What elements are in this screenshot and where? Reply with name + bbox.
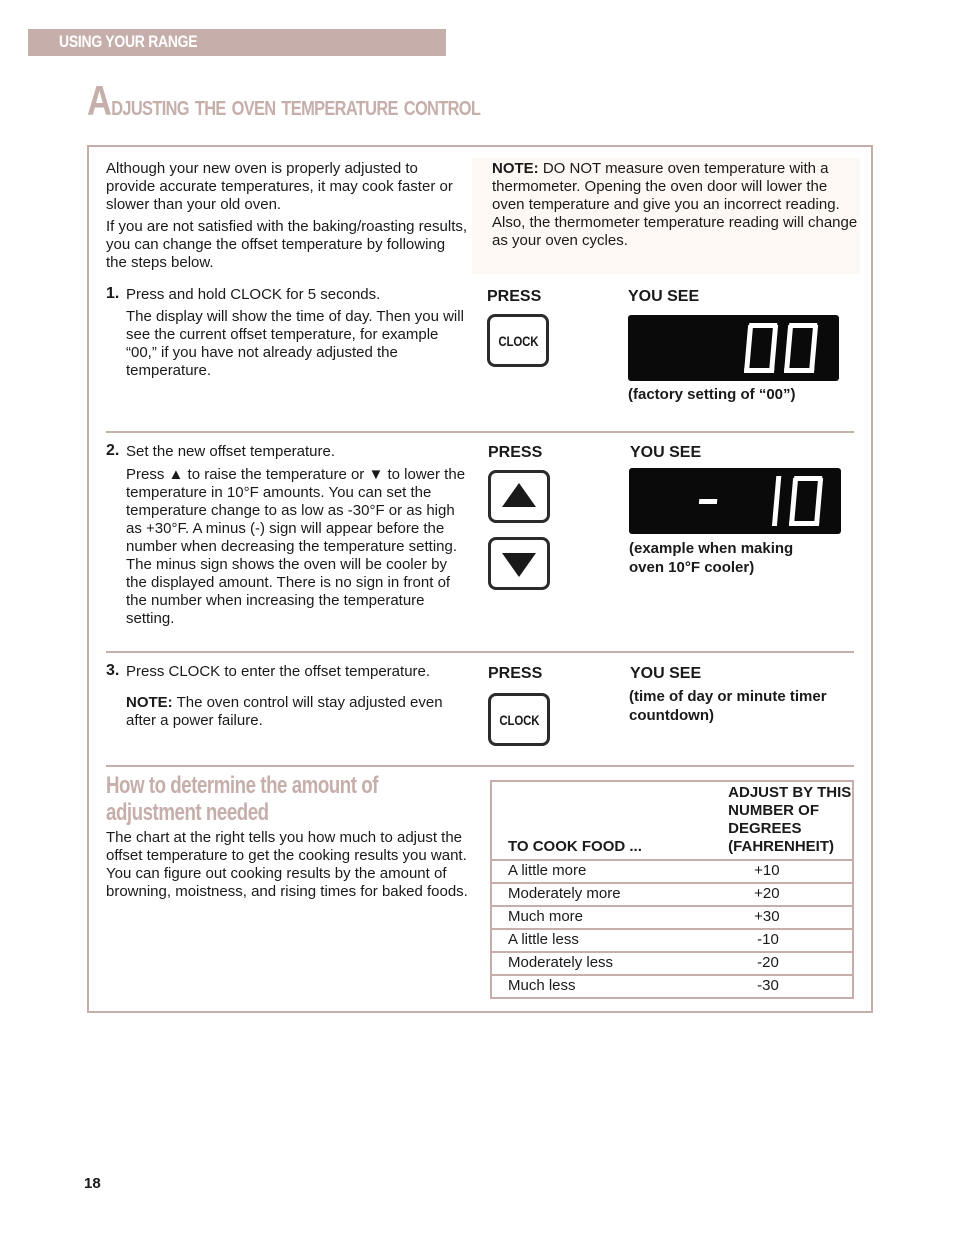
- adjustment-body: The chart at the right tells you how much to adjust the offset temperature to get the cooking results you want. You can figure out cooking results by the amount of browning, moistness, and rising times for baked foods.: [106, 829, 468, 900]
- clock-button[interactable]: [488, 693, 550, 746]
- step-2-body-pre: Press: [126, 466, 169, 483]
- up-arrow-icon: ▲: [168, 466, 184, 483]
- clock-button[interactable]: [487, 314, 549, 367]
- step-2-lead: Set the new offset temperature.: [126, 443, 336, 460]
- table-cell-degrees: -10: [728, 929, 853, 952]
- step-3-note-label: NOTE:: [126, 694, 173, 711]
- note-label: NOTE:: [492, 160, 539, 177]
- table-row: [491, 860, 853, 883]
- step-3-lead: Press CLOCK to enter the offset temperature.: [126, 663, 431, 680]
- down-triangle-icon: [502, 553, 536, 577]
- step-2-body: [126, 466, 471, 628]
- display-panel-offset-minus-10: [629, 468, 841, 534]
- step-1-number: 1.: [106, 285, 120, 302]
- table-cell-degrees: +30: [728, 906, 853, 929]
- table-cell-food: Much less: [491, 975, 728, 998]
- adjustment-heading-line-1: How to determine the amount of: [106, 772, 378, 799]
- table-row: [491, 906, 853, 929]
- table-header-cook-food: TO COOK FOOD ...: [508, 838, 642, 855]
- table-row: [491, 929, 853, 952]
- display-panel-offset-00: [628, 315, 839, 381]
- step-3-press-heading: PRESS: [488, 665, 543, 682]
- table-row: [491, 975, 853, 998]
- down-arrow-icon: ▼: [368, 466, 384, 483]
- table-cell-degrees: +20: [728, 883, 853, 906]
- step-3-display-caption: (time of day or minute timer countdown): [629, 688, 827, 724]
- note-box: [472, 158, 860, 274]
- step-3-note-text: The oven control will stay adjusted even after a power failure.: [126, 694, 443, 729]
- step-2-you-see-heading: YOU SEE: [630, 444, 702, 461]
- step-3-number: 3.: [106, 662, 120, 679]
- step-3-note: [126, 694, 471, 730]
- clock-button-label: CLOCK: [498, 711, 540, 728]
- seven-segment-readout: [628, 315, 839, 381]
- table-row: [491, 952, 853, 975]
- table-row: [491, 883, 853, 906]
- table-cell-degrees: -30: [728, 975, 853, 998]
- page-title: [87, 77, 481, 124]
- table-cell-food: Moderately less: [491, 952, 728, 975]
- adjustment-heading-line-2: adjustment needed: [106, 799, 269, 826]
- table-cell-degrees: +10: [728, 860, 853, 883]
- table-cell-food: A little more: [491, 860, 728, 883]
- table-header-row: [491, 781, 853, 860]
- up-triangle-icon: [502, 483, 536, 507]
- page-number: 18: [84, 1175, 101, 1192]
- table-cell-food: Moderately more: [491, 883, 728, 906]
- note-text: DO NOT measure oven temperature with a thermometer. Opening the oven door will lower the oven temperature and give you an incorrect reading. Also, the thermometer temperature reading will change as your oven cycles.: [492, 160, 858, 249]
- step-2-body-post: to lower the temperature in 10°F amounts. You can set the temperature change to as low as -30°F or as high as +30°F. A minus (-) sign will appear before the number when decreasing the temperature setting. The minus sign shows the oven will be cooler by the displayed amount. There is no sign in front of the number when increasing the temperature setting.: [126, 466, 466, 627]
- page-title-rest: djusting the oven temperature control: [111, 90, 481, 122]
- step-2-body-mid: to raise the temperature or: [183, 466, 369, 483]
- temp-up-button[interactable]: [488, 470, 550, 523]
- table-header-adjust-by: ADJUST BY THIS NUMBER OF DEGREES (FAHRENHEIT): [728, 784, 852, 855]
- table-cell-food: Much more: [491, 906, 728, 929]
- adjustment-heading: [106, 772, 378, 826]
- intro-paragraph-1: Although your new oven is properly adjusted to provide accurate temperatures, it may cook faster or slower than your old oven.: [106, 160, 453, 213]
- table-cell-degrees: -20: [728, 952, 853, 975]
- temp-down-button[interactable]: [488, 537, 550, 590]
- table-cell-food: A little less: [491, 929, 728, 952]
- page-title-initial: A: [87, 77, 112, 124]
- step-2-press-heading: PRESS: [488, 444, 543, 461]
- step-1-display-caption: (factory setting of “00”): [628, 386, 796, 403]
- step-1-you-see-heading: YOU SEE: [628, 288, 700, 305]
- divider: [106, 431, 854, 433]
- step-2-number: 2.: [106, 442, 120, 459]
- adjustment-table: [490, 780, 854, 999]
- step-2-display-caption: (example when making oven 10°F cooler): [629, 540, 794, 576]
- seven-segment-readout: [629, 468, 841, 534]
- step-1-body: The display will show the time of day. Then you will see the current offset temperature, for example “00,” if you have not already adjusted the temperature.: [126, 308, 464, 379]
- divider: [106, 651, 854, 653]
- divider: [106, 765, 854, 767]
- section-header-bar: [28, 29, 446, 56]
- section-header-label: USING YOUR RANGE: [59, 32, 198, 51]
- step-1-lead: Press and hold CLOCK for 5 seconds.: [126, 286, 381, 303]
- step-1-press-heading: PRESS: [487, 288, 542, 305]
- clock-button-label: CLOCK: [497, 332, 539, 349]
- step-3-you-see-heading: YOU SEE: [630, 665, 702, 682]
- intro-paragraph-2: If you are not satisfied with the baking/roasting results, you can change the offset temperature by following the steps below.: [106, 218, 468, 271]
